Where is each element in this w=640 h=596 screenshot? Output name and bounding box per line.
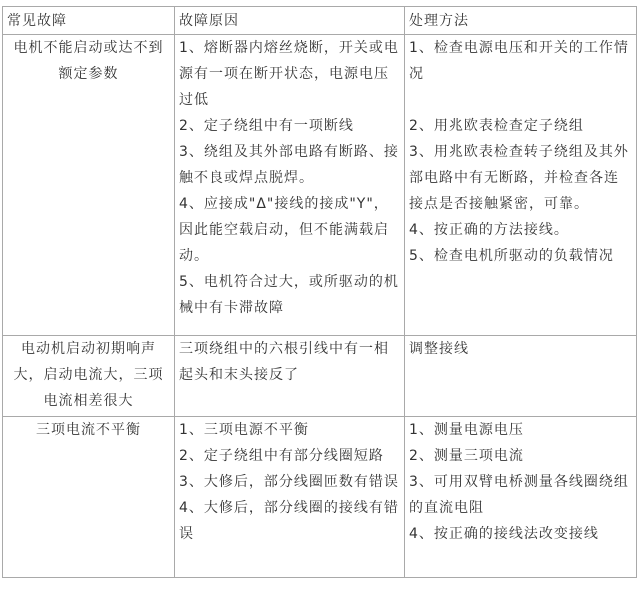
method-item: 1、检查电源电压和开关的工作情况 [409,40,629,82]
cause-item: 2、定子绕组中有部分线圈短路 [179,448,384,464]
fault-cell [3,35,175,336]
cause-cell [175,336,405,417]
table-row [3,35,637,336]
method-cell [405,35,637,336]
fault-cell [3,417,175,578]
header-fault: 常见故障 [3,7,175,35]
cause-item: 4、应接成"Δ"接线的接成"Y"，因此能空载启动，但不能满载启动。 [179,196,389,264]
header-method: 处理方法 [405,7,637,35]
fault-text: 电动机启动初期响声大，启动电流大，三项电流相差很大 [13,341,164,409]
header-cause: 故障原因 [175,7,405,35]
fault-cell [3,336,175,417]
fault-text: 电机不能启动或达不到额定参数 [13,40,164,82]
cause-cell [175,35,405,336]
method-item: 4、按正确的方法接线。 [409,222,569,238]
method-item: 2、用兆欧表检查定子绕组 [409,118,584,134]
header-row [3,7,637,35]
method-item: 5、检查电机所驱动的负载情况 [409,248,614,264]
fault-table [2,6,637,578]
cause-item: 2、定子绕组中有一项断线 [179,118,354,134]
spacer [409,87,632,113]
cause-item: 1、熔断器内熔丝烧断，开关或电源有一项在断开状态，电源电压过低 [179,40,399,108]
table-row [3,417,637,578]
cause-cell [175,417,405,578]
method-cell [405,336,637,417]
cause-item: 1、三项电源不平衡 [179,422,309,438]
method-item: 3、可用双臂电桥测量各线圈绕组的直流电阻 [409,474,629,516]
method-item: 调整接线 [409,341,469,357]
cause-item: 3、大修后，部分线圈匝数有错误 [179,474,399,490]
method-item: 2、测量三项电流 [409,448,524,464]
table-row [3,336,637,417]
method-item: 4、按正确的接线法改变接线 [409,526,599,542]
method-cell [405,417,637,578]
cause-item: 4、大修后，部分线圈的接线有错误 [179,500,399,542]
cause-item: 3、绕组及其外部电路有断路、接触不良或焊点脱焊。 [179,144,399,186]
fault-text: 三项电流不平衡 [36,422,141,438]
cause-item: 5、电机符合过大，或所驱动的机械中有卡滞故障 [179,274,399,316]
cause-item: 三项绕组中的六根引线中有一相起头和末头接反了 [179,341,389,383]
method-item: 3、用兆欧表检查转子绕组及其外部电路中有无断路，并检查各连接点是否接触紧密，可靠。 [409,144,629,212]
method-item: 1、测量电源电压 [409,422,524,438]
